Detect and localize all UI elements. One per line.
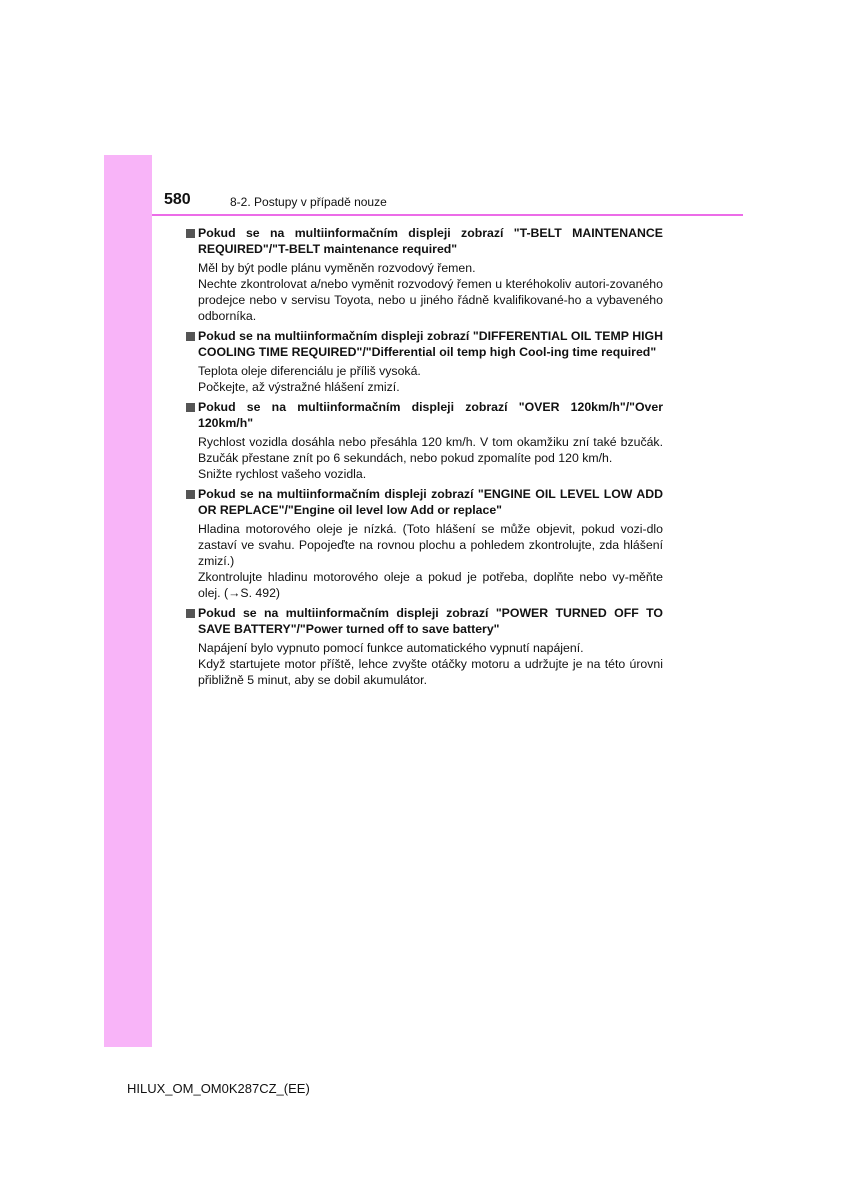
- item-heading: [186, 486, 663, 518]
- item-heading-text: Pokud se na multiinformačním displeji zobrazí "T-BELT MAINTENANCE REQUIRED"/"T-BELT maintenance required": [198, 226, 663, 256]
- page-number: 580: [164, 191, 191, 208]
- item-body: [186, 434, 663, 482]
- item-heading-text: Pokud se na multiinformačním displeji zobrazí "ENGINE OIL LEVEL LOW ADD OR REPLACE"/"Engine oil level low Add or replace": [198, 487, 663, 517]
- item-paragraph: Nechte zkontrolovat a/nebo vyměnit rozvodový řemen u kteréhokoliv autori-zovaného prodejce nebo v servisu Toyota, nebo u jiného řádně kvalifikované-ho a vybaveného odborníka.: [198, 277, 663, 323]
- item-heading-text: Pokud se na multiinformačním displeji zobrazí "OVER 120km/h"/"Over 120km/h": [198, 400, 663, 430]
- warning-item: [186, 399, 663, 482]
- square-bullet-icon: [186, 229, 195, 238]
- square-bullet-icon: [186, 332, 195, 341]
- warning-item: [186, 486, 663, 601]
- square-bullet-icon: [186, 403, 195, 412]
- item-body: [186, 260, 663, 324]
- item-paragraph: Zkontrolujte hladinu motorového oleje a pokud je potřeba, doplňte nebo vy-měňte olej. (→S. 492): [198, 570, 663, 600]
- item-paragraph: Rychlost vozidla dosáhla nebo přesáhla 120 km/h. V tom okamžiku zní také bzučák. Bzučák přestane znít po 6 sekundách, nebo pokud zpomalíte pod 120 km/h.: [198, 435, 663, 465]
- content-body: [186, 225, 663, 692]
- item-heading-text: Pokud se na multiinformačním displeji zobrazí "DIFFERENTIAL OIL TEMP HIGH COOLING TIME REQUIRED"/"Differential oil temp high Cool-ing time required": [198, 329, 663, 359]
- item-heading: [186, 605, 663, 637]
- item-paragraph: Teplota oleje diferenciálu je příliš vysoká.: [198, 364, 421, 378]
- item-paragraph: Hladina motorového oleje je nízká. (Toto hlášení se může objevit, pokud vozi-dlo zastaví ve svahu. Popojeďte na rovnou plochu a pohledem zkontrolujte, zda hlášení zmizí.): [198, 522, 663, 568]
- section-title: 8-2. Postupy v případě nouze: [230, 195, 387, 209]
- header-rule: [152, 214, 743, 216]
- item-body: [186, 363, 663, 395]
- square-bullet-icon: [186, 490, 195, 499]
- square-bullet-icon: [186, 609, 195, 618]
- item-heading: [186, 399, 663, 431]
- item-paragraph: Počkejte, až výstražné hlášení zmizí.: [198, 380, 400, 394]
- item-heading: [186, 328, 663, 360]
- item-paragraph: Když startujete motor příště, lehce zvyšte otáčky motoru a udržujte je na této úrovni přibližně 5 minut, aby se dobil akumulátor.: [198, 657, 663, 687]
- item-body: [186, 521, 663, 601]
- item-heading: [186, 225, 663, 257]
- warning-item: [186, 225, 663, 324]
- item-paragraph: Napájení bylo vypnuto pomocí funkce automatického vypnutí napájení.: [198, 641, 584, 655]
- item-paragraph: Měl by být podle plánu vyměněn rozvodový řemen.: [198, 261, 476, 275]
- item-heading-text: Pokud se na multiinformačním displeji zobrazí "POWER TURNED OFF TO SAVE BATTERY"/"Power turned off to save battery": [198, 606, 663, 636]
- document-code: HILUX_OM_OM0K287CZ_(EE): [127, 1081, 310, 1096]
- warning-item: [186, 605, 663, 688]
- warning-item: [186, 328, 663, 395]
- chapter-side-tab: [104, 155, 152, 1047]
- item-body: [186, 640, 663, 688]
- item-paragraph: Snižte rychlost vašeho vozidla.: [198, 467, 367, 481]
